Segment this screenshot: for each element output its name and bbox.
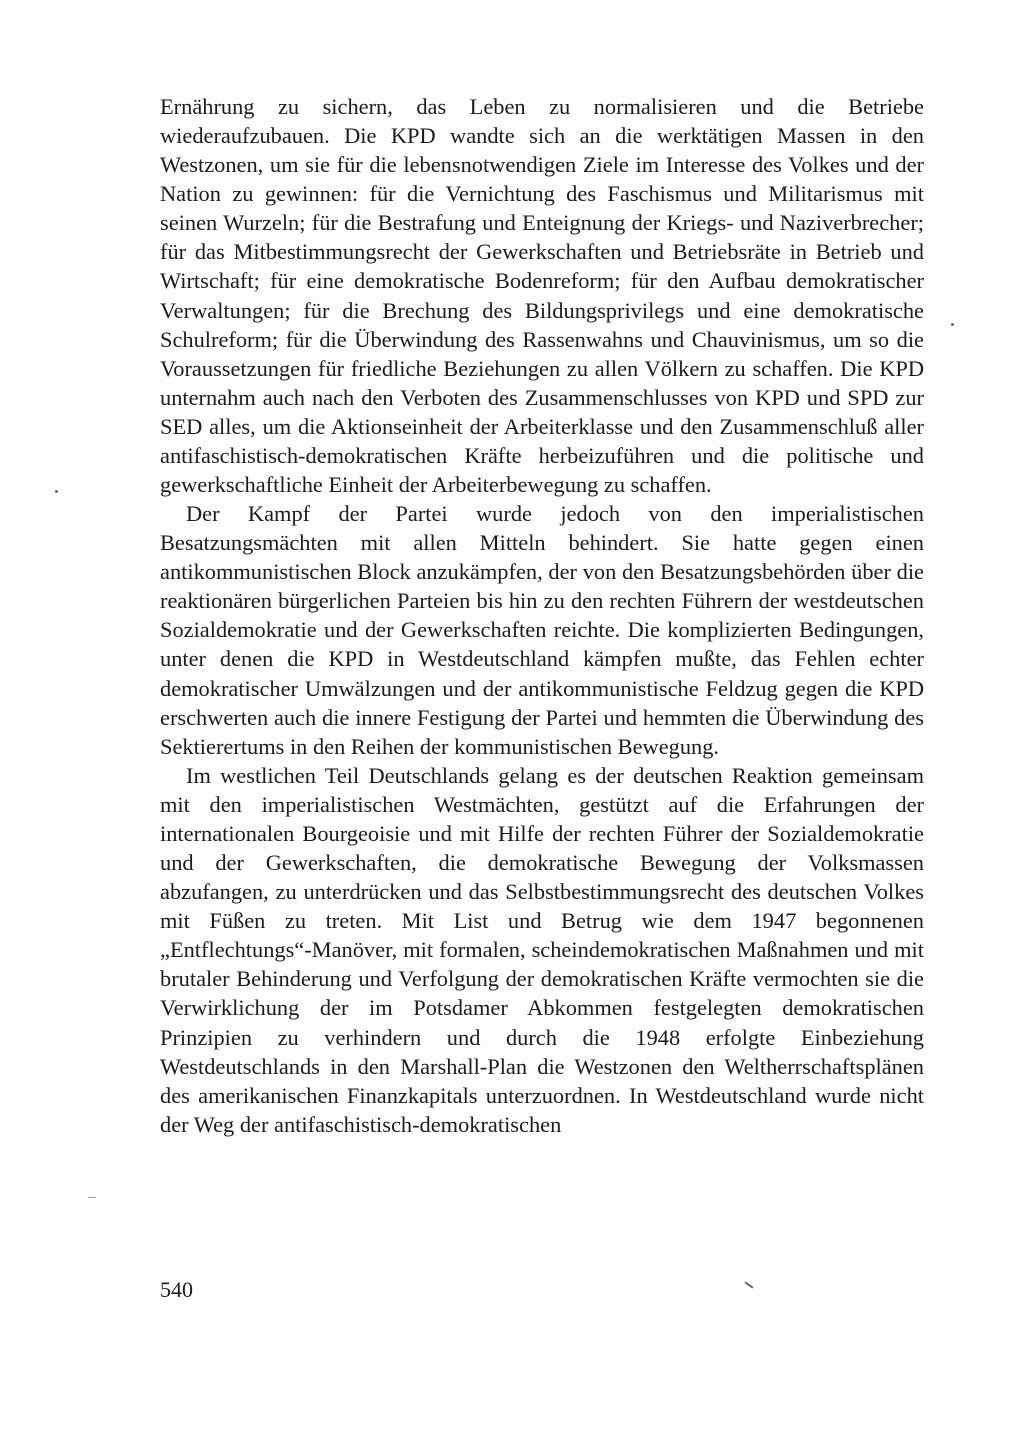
scan-speck xyxy=(88,1197,96,1198)
scan-speck xyxy=(744,1281,753,1288)
page-number: 540 xyxy=(160,1277,193,1302)
paragraph-2: Der Kampf der Partei wurde jedoch von den imperialistischen Besatzungsmächten mit allen Mitteln behindert. Sie hatte gegen einen antikommunistischen Block anzukämpfen, der von den Besatzungsbehörden über die reaktionären bürgerlichen Parteien bis hin zu den rechten Führern der westdeutschen Sozialdemokratie und der Gewerkschaften reichte. Die komplizierten Bedingungen, unter denen die KPD in Westdeutschland kämpfen mußte, das Fehlen echter demokratischer Umwälzungen und der antikommunistische Feldzug gegen die KPD erschwerten auch die innere Festigung der Partei und hemmten die Überwindung des Sektierertums in den Reihen der kommunistischen Bewegung. xyxy=(160,501,924,759)
paragraph-1: Ernährung zu sichern, das Leben zu normalisieren und die Betriebe wiederaufzubauen. Die KPD wandte sich an die werktätigen Massen in den Westzonen, um sie für die lebensnotwendigen Ziele im Interesse des Volkes und der Nation zu gewinnen: für die Vernichtung des Faschismus und Militarismus mit seinen Wurzeln; für die Bestrafung und Enteignung der Kriegs- und Naziverbrecher; für das Mitbestimmungsrecht der Gewerkschaften und Betriebsräte in Betrieb und Wirtschaft; für eine demokratische Bodenreform; für den Aufbau demokratischer Verwaltungen; für die Brechung des Bildungsprivilegs und eine demokratische Schulreform; für die Überwindung des Rassenwahns und Chauvinismus, um so die Voraussetzungen für friedliche Beziehungen zu allen Völkern zu schaffen. Die KPD unternahm auch nach den Verboten des Zusammenschlusses von KPD und SPD zur SED alles, um die Aktionseinheit der Arbeiterklasse und den Zusammenschluß aller antifaschistisch-demokratischen Kräfte herbeizuführen und die politische und gewerkschaftliche Einheit der Arbeiterbewegung zu schaffen. xyxy=(160,94,924,498)
scan-speck xyxy=(55,490,58,493)
scan-speck xyxy=(951,323,954,326)
paragraph-3: Im westlichen Teil Deutschlands gelang es der deutschen Reaktion gemeinsam mit den imperialistischen Westmächten, gestützt auf die Erfahrungen der internationalen Bourgeoisie und mit Hilfe der rechten Führer der Sozialdemokratie und der Gewerkschaften, die demokratische Bewegung der Volksmassen abzufangen, zu unterdrücken und das Selbstbestimmungsrecht des deutschen Volkes mit Füßen zu treten. Mit List und Betrug wie dem 1947 begonnenen „Entflechtungs“-Manöver, mit formalen, scheindemokratischen Maßnahmen und mit brutaler Behinderung und Verfolgung der demokratischen Kräfte vermochten sie die Verwirklichung der im Potsdamer Abkommen festgelegten demokratischen Prinzipien zu verhindern und durch die 1948 erfolgte Einbeziehung Westdeutschlands in den Marshall-Plan die Westzonen den Weltherrschaftsplänen des amerikanischen Finanzkapitals unterzuordnen. In Westdeutschland wurde nicht der Weg der antifaschistisch-demokratischen xyxy=(160,762,924,1137)
body-text xyxy=(160,92,924,1139)
